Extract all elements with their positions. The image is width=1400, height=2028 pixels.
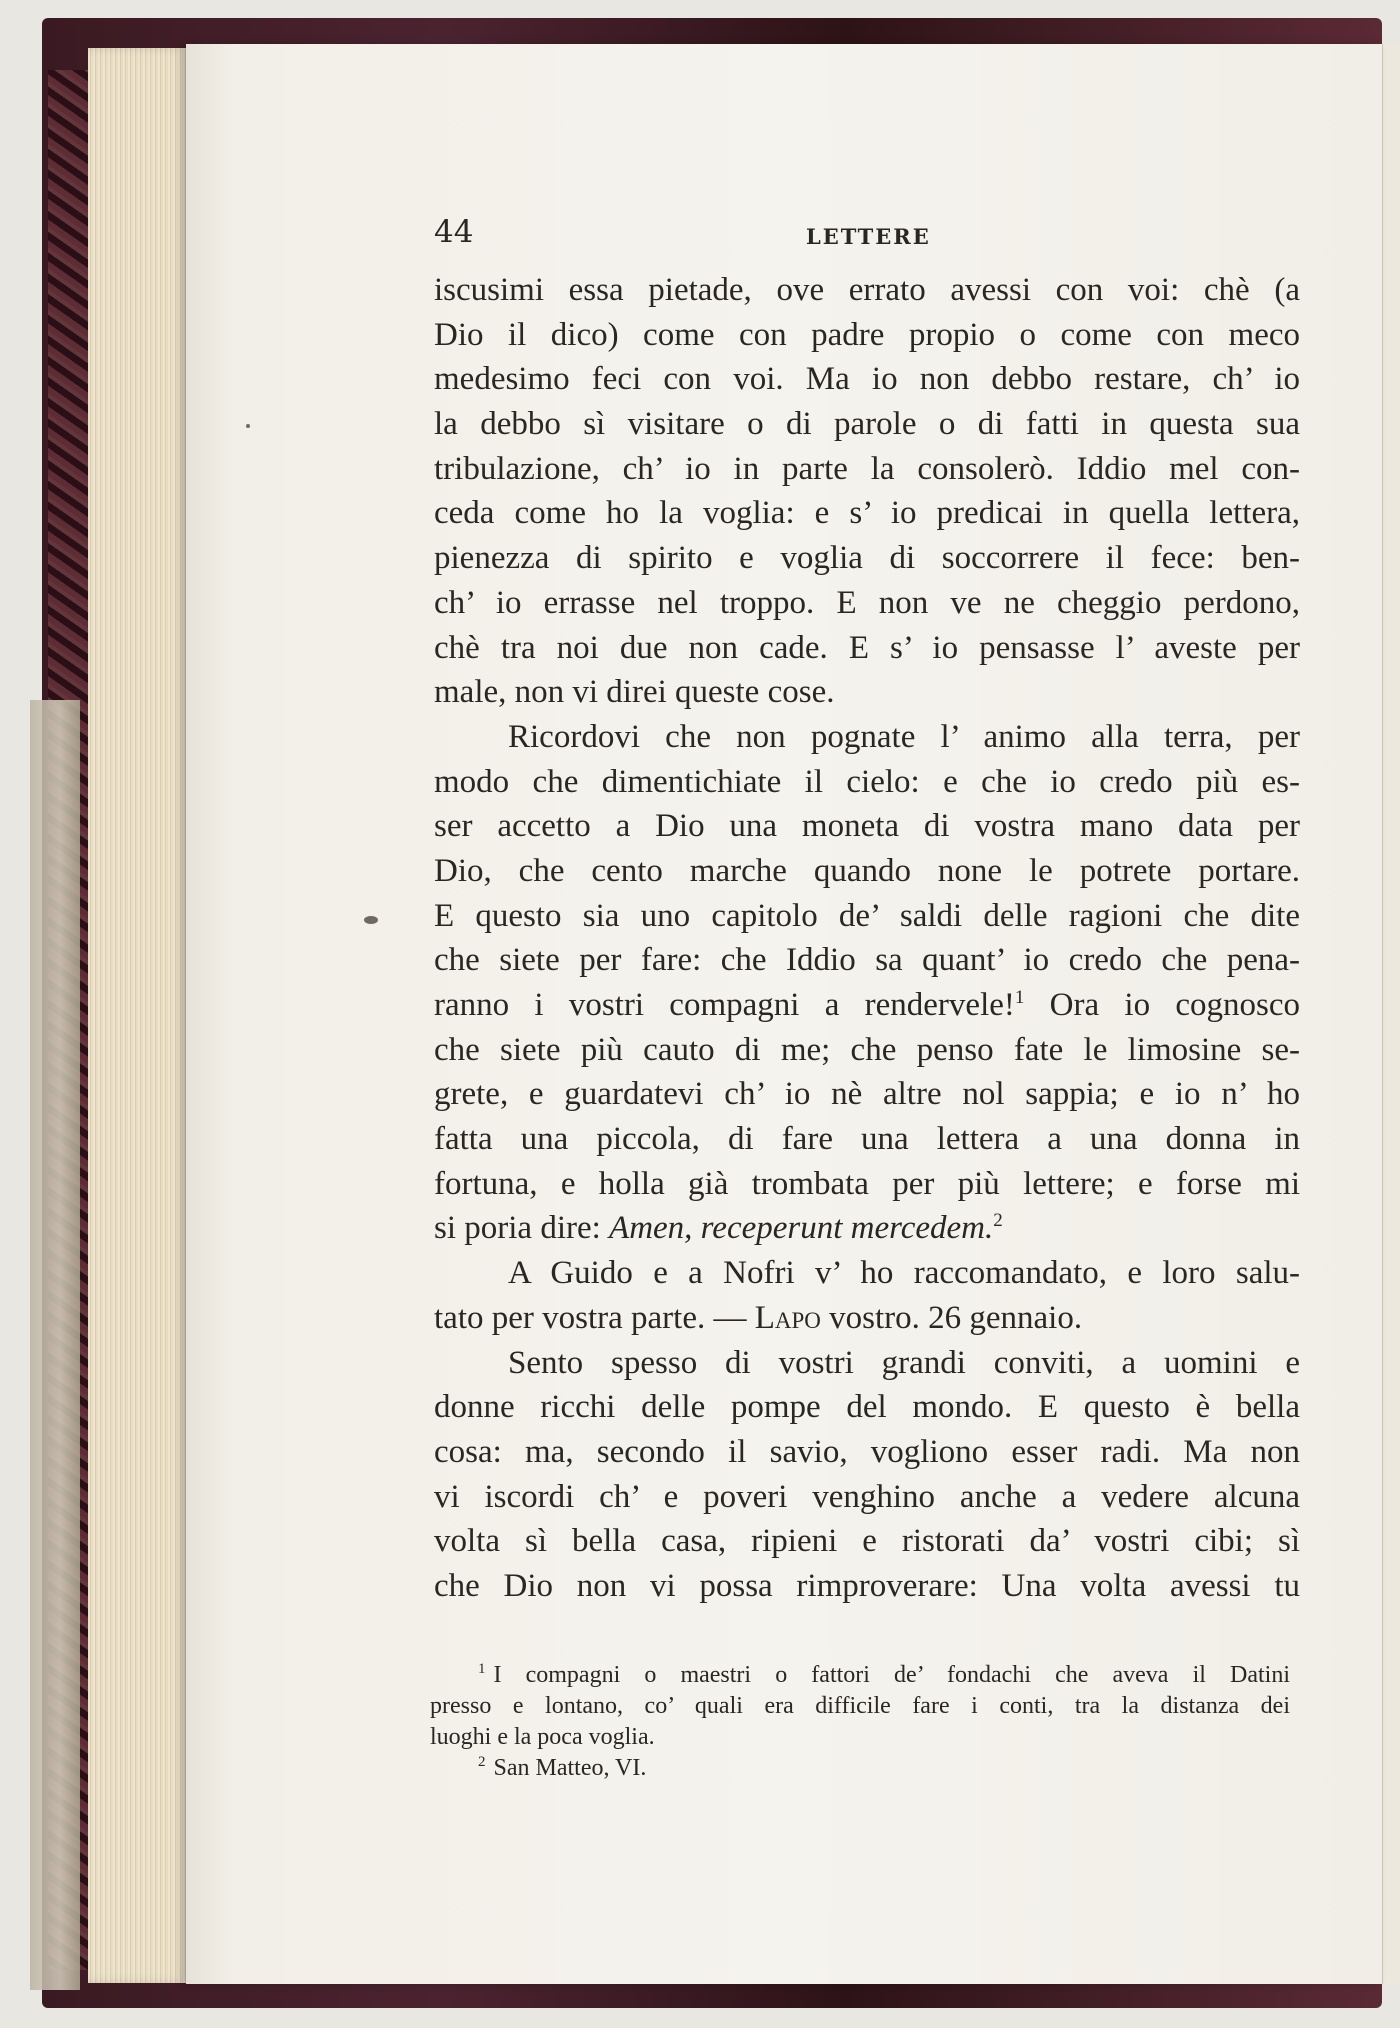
text-line: A Guido e a Nofri v’ ho raccomandato, e loro salu- — [508, 1255, 1300, 1292]
text-line: vi iscordi ch’ e poveri venghino anche a vedere alcuna — [434, 1478, 1300, 1515]
signature-name: Lapo — [754, 1299, 821, 1336]
text-line: che siete più cauto di me; che penso fate le limosine se- — [434, 1031, 1300, 1068]
text-line: ch’ io errasse nel troppo. E non ve ne cheggio perdono, — [434, 584, 1300, 621]
body-text — [434, 268, 1300, 1609]
text-line — [434, 1206, 1300, 1251]
text-line: fatta una piccola, di fare una lettera a una donna in — [434, 1121, 1300, 1158]
text-line: chè tra noi due non cade. E s’ io pensasse l’ aveste per — [434, 629, 1300, 666]
footnote-ref: 1 — [1014, 987, 1025, 1008]
text-line: cosa: ma, secondo il savio, vogliono esser radi. Ma non — [434, 1433, 1300, 1470]
footnote-mark: 2 — [478, 1754, 486, 1770]
text-line: modo che dimentichiate il cielo: e che io credo più es- — [434, 763, 1300, 800]
footnote-mark: 1 — [478, 1661, 486, 1677]
paper-speck — [364, 916, 378, 924]
text-line: che siete per fare: che Iddio sa quant’ io credo che pena- — [434, 942, 1300, 979]
text-line: che Dio non vi possa rimproverare: Una volta avessi tu — [434, 1567, 1300, 1604]
footnote-ref: 2 — [993, 1210, 1003, 1232]
cover-pastedown — [30, 700, 80, 1990]
footnote-line — [430, 1753, 1290, 1784]
footnote-line — [430, 1660, 1290, 1691]
footnote-line: luoghi e la poca voglia. — [430, 1724, 655, 1750]
footnotes — [430, 1660, 1290, 1784]
text-line: Dio, che cento marche quando none le potrete portare. — [434, 852, 1300, 889]
facing-page-edge — [1382, 44, 1400, 1984]
running-head: LETTERE — [806, 224, 931, 249]
text-fragment: vostro. 26 gennaio. — [829, 1299, 1083, 1336]
text-line: donne ricchi delle pompe del mondo. E questo è bella — [434, 1389, 1300, 1426]
page-number: 44 — [434, 214, 474, 250]
text-line: la debbo sì visitare o di parole o di fatti in questa sua — [434, 406, 1300, 443]
text-line: volta sì bella casa, ripieni e ristorati da’ vostri cibi; sì — [434, 1523, 1300, 1560]
text-line: medesimo feci con voi. Ma io non debbo restare, ch’ io — [434, 361, 1300, 398]
page-header — [434, 214, 931, 254]
page-block-edges — [88, 48, 188, 1983]
text-line: Dio il dico) come con padre propio o come con meco — [434, 316, 1300, 353]
text-fragment: si poria dire: — [434, 1210, 601, 1247]
text-line: grete, e guardatevi ch’ io nè altre nol sappia; e io n’ ho — [434, 1076, 1300, 1113]
latin-quote: Amen, receperunt mercedem. — [609, 1210, 994, 1247]
text-fragment: Ora io cognosco — [1049, 987, 1300, 1023]
footnote-text: I compagni o maestri o fattori de’ fondachi che aveva il Datini — [493, 1662, 1290, 1688]
text-line: Ricordovi che non pognate l’ animo alla terra, per — [508, 718, 1300, 755]
text-line: pienezza di spirito e voglia di soccorrere il fece: ben- — [434, 540, 1300, 577]
text-fragment: tato per vostra parte. — — [434, 1299, 747, 1336]
text-line: male, non vi direi queste cose. — [434, 674, 835, 711]
footnote-text: San Matteo, VI. — [493, 1755, 647, 1781]
text-line — [434, 983, 1300, 1028]
text-line: tribulazione, ch’ io in parte la consolerò. Iddio mel con- — [434, 450, 1300, 487]
footnote-line: presso e lontano, co’ quali era difficile fare i conti, tra la distanza dei — [430, 1693, 1290, 1719]
text-fragment: ranno i vostri compagni a rendervele! — [434, 987, 1015, 1023]
text-line: fortuna, e holla già trombata per più lettere; e forse mi — [434, 1165, 1300, 1202]
paper-speck — [246, 424, 250, 428]
text-line — [434, 1296, 1300, 1341]
text-line: Sento spesso di vostri grandi conviti, a uomini e — [508, 1344, 1300, 1381]
text-line: E questo sia uno capitolo de’ saldi delle ragioni che dite — [434, 897, 1300, 934]
text-line: ceda come ho la voglia: e s’ io predicai in quella lettera, — [434, 495, 1300, 532]
text-line: ser accetto a Dio una moneta di vostra mano data per — [434, 808, 1300, 845]
text-line: iscusimi essa pietade, ove errato avessi con voi: chè (a — [434, 272, 1300, 308]
